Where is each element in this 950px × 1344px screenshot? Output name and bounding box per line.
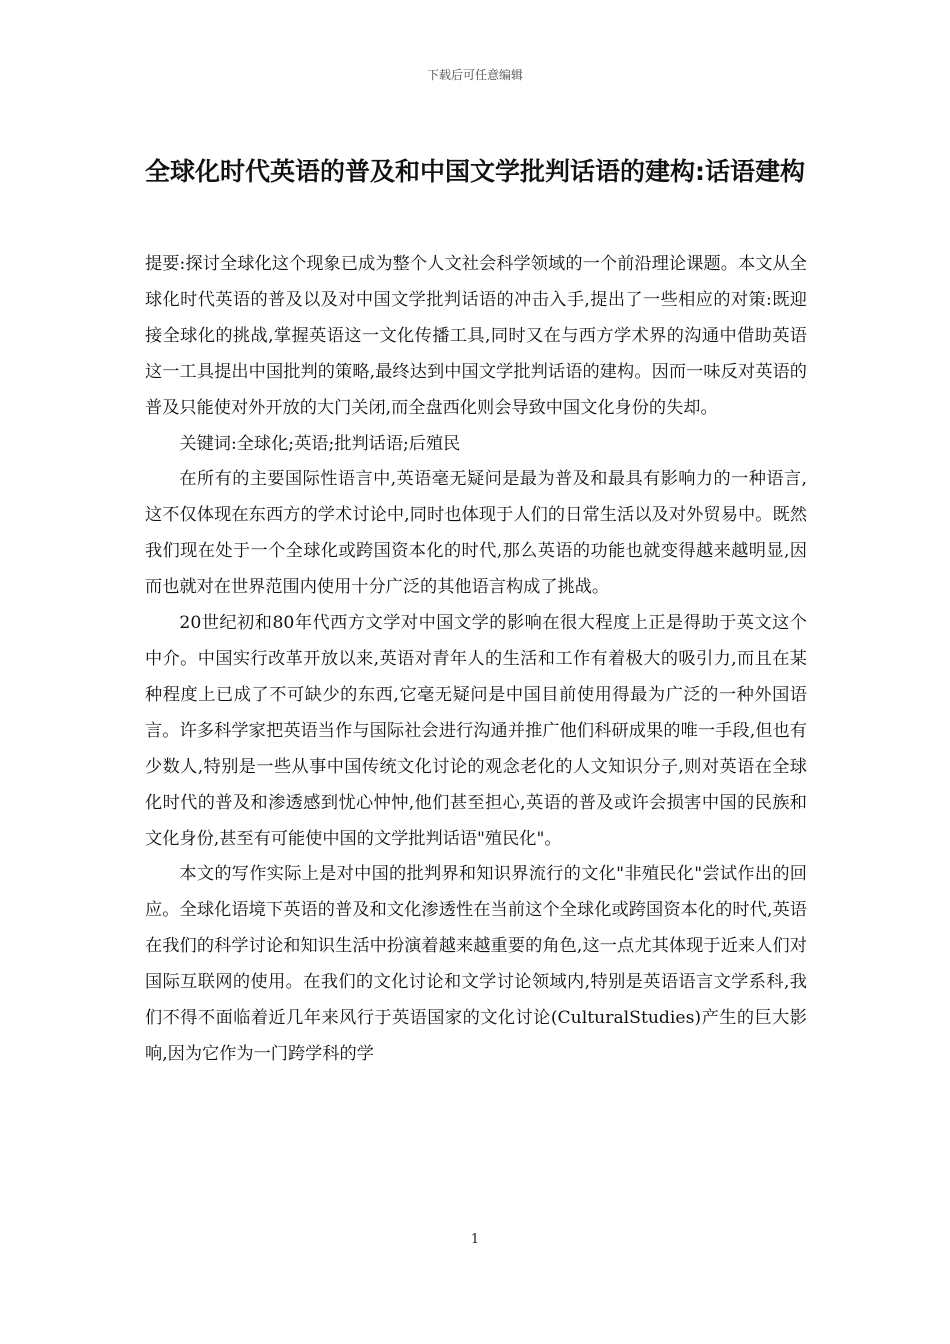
page-number: 1 <box>470 1232 480 1247</box>
body-paragraph-1: 在所有的主要国际性语言中,英语毫无疑问是最为普及和最具有影响力的一种语言,这不仅体现在东西方的学术讨论中,同时也体现于人们的日常生活以及对外贸易中。既然我们现在处于一个全球化或跨国资本化的时代,那么英语的功能也就变得越来越明显,因而也就对在世界范围内使用十分广泛的其他语言构成了挑战。 <box>145 469 807 598</box>
abstract-paragraph: 提要:探讨全球化这个现象已成为整个人文社会科学领域的一个前沿理论课题。本文从全球化时代英语的普及以及对中国文学批判话语的冲击入手,提出了一些相应的对策:既迎接全球化的挑战,掌握英语这一文化传播工具,同时又在与西方学术界的沟通中借助英语这一工具提出中国批判的策略,最终达到中国文学批判话语的建构。因而一味反对英语的普及只能使对外开放的大门关闭,而全盘西化则会导致中国文化身份的失却。 <box>145 254 807 418</box>
document-body <box>145 247 807 1073</box>
keywords-line: 关键词:全球化;英语;批判话语;后殖民 <box>179 433 461 454</box>
body-paragraph-2: 20世纪初和80年代西方文学对中国文学的影响在很大程度上正是得助于英文这个中介。中国实行改革开放以来,英语对青年人的生活和工作有着极大的吸引力,而且在某种程度上已成了不可缺少的东西,它毫无疑问是中国目前使用得最为广泛的一种外国语言。许多科学家把英语当作与国际社会进行沟通并推广他们科研成果的唯一手段,但也有少数人,特别是一些从事中国传统文化讨论的观念老化的人文知识分子,则对英语在全球化时代的普及和渗透感到忧心忡忡,他们甚至担心,英语的普及或许会损害中国的民族和文化身份,甚至有可能使中国的文学批判话语"殖民化"。 <box>145 613 807 849</box>
document-title: 全球化时代英语的普及和中国文学批判话语的建构:话语建构 <box>145 157 805 186</box>
body-paragraph-3: 本文的写作实际上是对中国的批判界和知识界流行的文化"非殖民化"尝试作出的回应。全球化语境下英语的普及和文化渗透性在当前这个全球化或跨国资本化的时代,英语在我们的科学讨论和知识生活中扮演着越来越重要的角色,这一点尤其体现于近来人们对国际互联网的使用。在我们的文化讨论和文学讨论领域内,特别是英语语言文学系科,我们不得不面临着近几年来风行于英语国家的文化讨论(CulturalStudies)产生的巨大影响,因为它作为一门跨学科的学 <box>145 864 807 1064</box>
header-note: 下载后可任意编辑 <box>426 68 523 82</box>
